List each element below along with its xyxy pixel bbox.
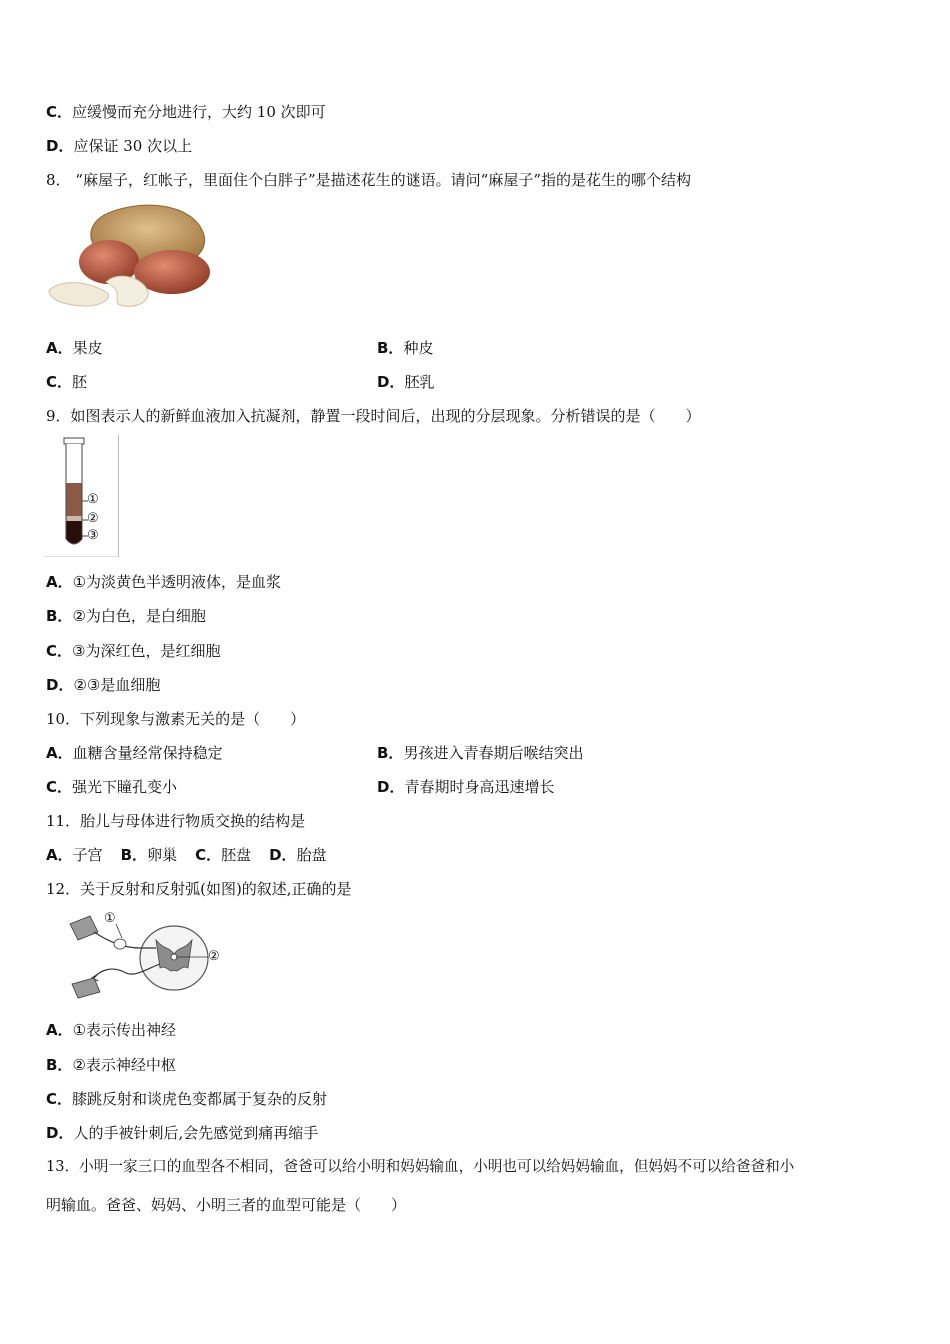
test-tube-icon [44, 435, 118, 556]
q12-option-c: C．膝跳反射和谈虎色变都属于复杂的反射 [46, 1090, 328, 1108]
tube-label-1: ① [87, 492, 99, 507]
reflex-arc-figure [64, 910, 229, 1005]
q7-option-d: D．应保证 30 次以上 [46, 137, 193, 155]
tube-label-2: ② [87, 511, 99, 526]
q12-option-b: B．②表示神经中枢 [46, 1056, 176, 1074]
q10-option-c: C．强光下瞳孔变小 [46, 778, 178, 796]
q12-option-a: A．①表示传出神经 [46, 1021, 177, 1039]
q12-stem: 12．关于反射和反射弧(如图)的叙述,正确的是 [46, 880, 352, 898]
tube-label-3: ③ [87, 528, 99, 543]
q12-option-d: D．人的手被针刺后,会先感觉到痛再缩手 [46, 1124, 319, 1142]
q8-stem: 8． “麻屋子，红帐子，里面住个白胖子”是描述花生的谜语。请问“麻屋子”指的是花生的哪个结构 [46, 171, 691, 189]
q9-option-b: B．②为白色，是白细胞 [46, 607, 206, 625]
q10-option-d: D．青春期时身高迅速增长 [377, 778, 555, 796]
q13-stem-line1: 13．小明一家三口的血型各不相同，爸爸可以给小明和妈妈输血，小明也可以给妈妈输血，但妈妈不可以给爸爸和小 [46, 1158, 795, 1175]
reflex-label-1: ① [104, 911, 116, 926]
q10-stem: 10．下列现象与激素无关的是（ ） [46, 710, 306, 728]
blood-tube-figure [44, 435, 119, 557]
q9-option-a: A．①为淡黄色半透明液体，是血浆 [46, 573, 282, 591]
q11-stem: 11．胎儿与母体进行物质交换的结构是 [46, 812, 306, 830]
q11-options: A．子宫 B．卵巢 C．胚盘 D．胎盘 [46, 846, 327, 864]
q8-option-c: C．胚 [46, 373, 88, 391]
reflex-label-2: ② [208, 949, 220, 964]
peanut-figure [44, 200, 214, 315]
q9-option-c: C．③为深红色，是红细胞 [46, 642, 221, 660]
q10-option-a: A．血糖含量经常保持稳定 [46, 744, 223, 762]
q10-option-b: B．男孩进入青春期后喉结突出 [377, 744, 584, 762]
q9-option-d: D．②③是血细胞 [46, 676, 161, 694]
q7-option-c: C．应缓慢而充分地进行，大约 10 次即可 [46, 103, 326, 121]
q8-option-d: D．胚乳 [377, 373, 435, 391]
q13-stem-line2: 明输血。爸爸、妈妈、小明三者的血型可能是（ ） [46, 1196, 407, 1214]
q9-stem: 9．如图表示人的新鲜血液加入抗凝剂，静置一段时间后，出现的分层现象。分析错误的是（ ） [46, 407, 701, 425]
q8-option-a: A．果皮 [46, 339, 103, 357]
reflex-arc-icon [64, 910, 229, 1005]
q8-option-b: B．种皮 [377, 339, 434, 357]
